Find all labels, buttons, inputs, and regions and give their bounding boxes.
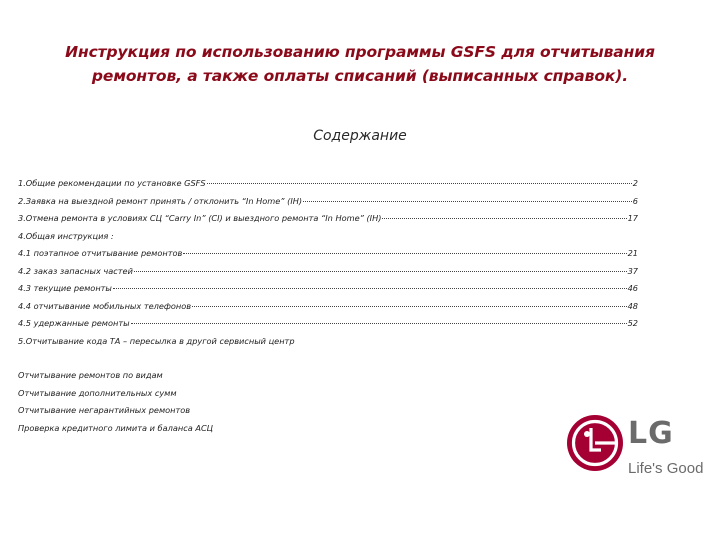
title-line-2: ремонтов, а также оплаты списаний (выписанных справок). [91, 67, 629, 85]
toc-entry-label: 4.3 текущие ремонты [18, 283, 112, 293]
toc-entry [18, 213, 638, 231]
toc-entry [18, 283, 638, 301]
toc-entry-page: 6 [632, 195, 638, 206]
toc-entry [18, 318, 638, 336]
toc-entry-page: 2 [632, 178, 638, 188]
toc-entry-label: 1.Общие рекомендации по установке GSFS [18, 178, 206, 188]
toc-entry-label: 4.4 отчитывание мобильных телефонов [18, 300, 192, 311]
toc-entry-label: 4.2 заказ запасных частей [18, 265, 133, 276]
toc-leader-dots [382, 213, 626, 219]
toc-entry [18, 231, 638, 249]
table-of-contents [18, 178, 638, 353]
toc-entry [18, 196, 638, 214]
extra-topics-list [18, 370, 418, 440]
title-line-1: Инструкция по использованию программы GSFS для отчитывания [65, 43, 655, 61]
toc-leader-dots [113, 283, 627, 289]
extra-topic-item: Отчитывание ремонтов по видам [18, 370, 163, 380]
toc-entry-label: 3.Отмена ремонта в условиях СЦ “Carry In” (CI) и выездного ремонта “In Home” (IH) [18, 213, 382, 223]
extra-topic-item: Проверка кредитного лимита и баланса АСЦ [18, 422, 214, 433]
toc-leader-dots [134, 266, 627, 272]
lg-logo [566, 408, 716, 484]
toc-leader-dots [207, 178, 632, 184]
toc-entry-page: 52 [627, 318, 638, 328]
toc-leader-dots [303, 196, 632, 202]
toc-entry-label: 4.Общая инструкция : [18, 230, 114, 241]
lg-wordmark: LG [628, 416, 674, 451]
toc-entry-page: 21 [627, 248, 638, 258]
toc-leader-dots [192, 301, 626, 307]
toc-leader-dots [183, 248, 626, 254]
toc-entry-label: 2.Заявка на выездной ремонт принять / отклонить “In Home” (IH) [18, 195, 303, 206]
toc-entry-page: 48 [627, 300, 638, 311]
lg-face-icon [566, 414, 624, 472]
contents-heading: Содержание [313, 128, 407, 144]
toc-entry-label: 5.Отчитывание кода ТА – пересылка в другой сервисный центр [18, 335, 295, 346]
toc-entry-page: 37 [627, 265, 638, 276]
document-title [20, 40, 700, 88]
toc-entry [18, 178, 638, 196]
extra-topic-item: Отчитывание негарантийных ремонтов [18, 405, 191, 415]
toc-entry-page: 17 [627, 213, 638, 223]
toc-entry [18, 301, 638, 319]
toc-entry-page: 46 [627, 283, 638, 293]
toc-entry-label: 4.1 поэтапное отчитывание ремонтов [18, 248, 183, 258]
toc-entry [18, 266, 638, 284]
toc-entry [18, 248, 638, 266]
toc-entry [18, 336, 638, 354]
lg-slogan: Life's Good [628, 460, 704, 477]
toc-leader-dots [131, 318, 627, 324]
toc-entry-label: 4.5 удержанные ремонты [18, 318, 130, 328]
extra-topic-item: Отчитывание дополнительных сумм [18, 387, 177, 398]
